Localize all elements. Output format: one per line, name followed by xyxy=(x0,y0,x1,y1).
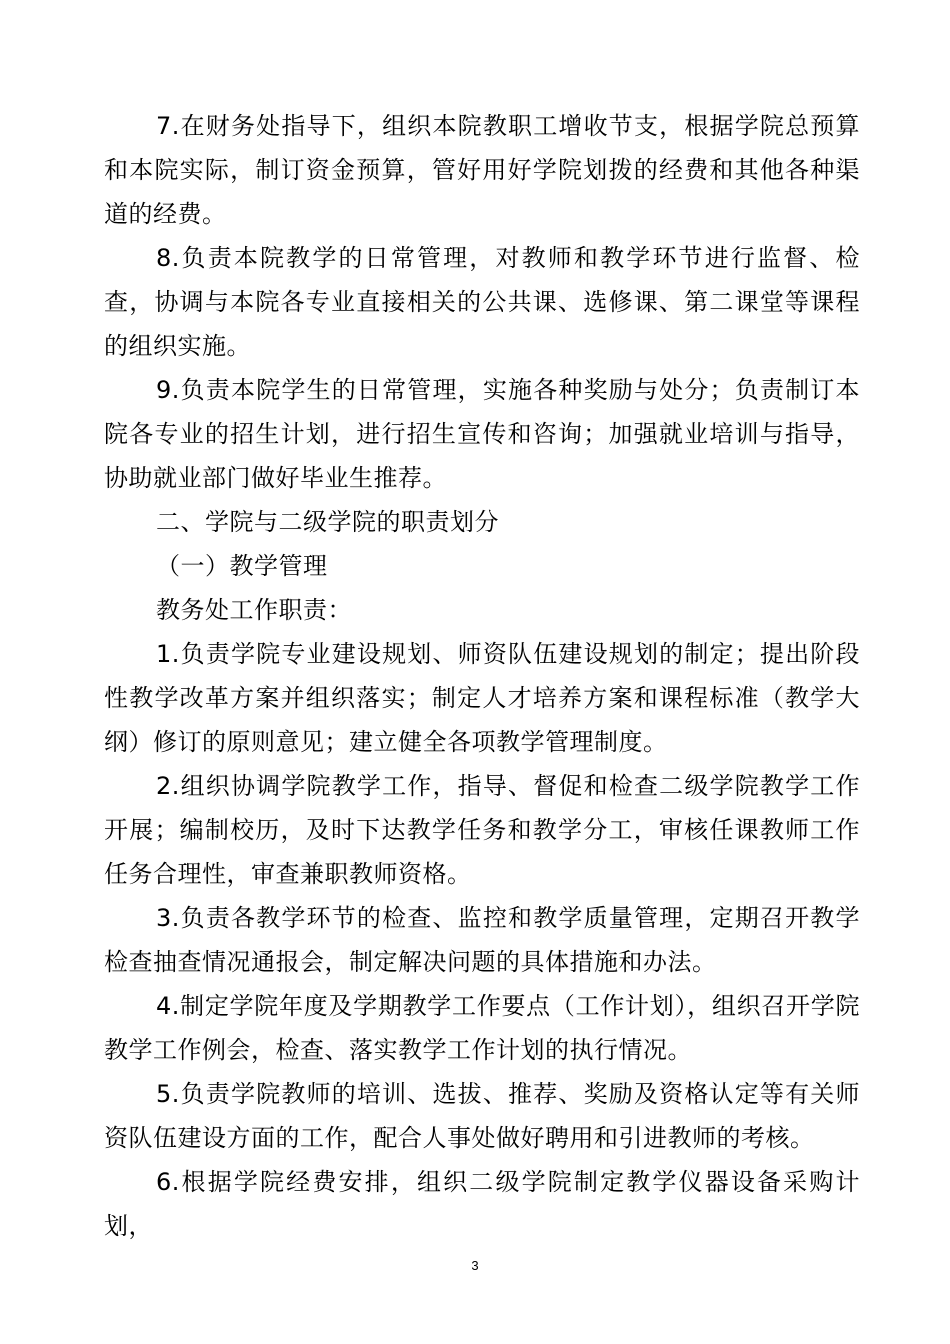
duty-item-5: 5.负责学院教师的培训、选拔、推荐、奖励及资格认定等有关师资队伍建设方面的工作，配合人事处做好聘用和引进教师的考核。 xyxy=(104,1080,860,1152)
duty-item-4: 4.制定学院年度及学期教学工作要点（工作计划），组织召开学院教学工作例会，检查、落实教学工作计划的执行情况。 xyxy=(104,992,860,1064)
duties-intro: 教务处工作职责： xyxy=(156,596,352,624)
duty-item-3: 3.负责各教学环节的检查、监控和教学质量管理，定期召开教学检查抽查情况通报会，制定解决问题的具体措施和办法。 xyxy=(104,904,860,976)
duty-item-2: 2.组织协调学院教学工作，指导、督促和检查二级学院教学工作开展；编制校历，及时下达教学任务和教学分工，审核任课教师工作任务合理性，审查兼职教师资格。 xyxy=(104,772,860,888)
document-body xyxy=(104,104,860,1248)
paragraph-item-8: 8.负责本院教学的日常管理，对教师和教学环节进行监督、检查，协调与本院各专业直接相关的公共课、选修课、第二课堂等课程的组织实施。 xyxy=(104,244,860,360)
paragraph-item-9: 9.负责本院学生的日常管理，实施各种奖励与处分；负责制订本院各专业的招生计划，进行招生宣传和咨询；加强就业培训与指导，协助就业部门做好毕业生推荐。 xyxy=(104,376,860,492)
subsection-heading: （一）教学管理 xyxy=(156,552,328,580)
page-number: 3 xyxy=(471,1258,479,1273)
duty-item-1: 1.负责学院专业建设规划、师资队伍建设规划的制定；提出阶段性教学改革方案并组织落实；制定人才培养方案和课程标准（教学大纲）修订的原则意见；建立健全各项教学管理制度。 xyxy=(104,640,860,756)
section-heading: 二、学院与二级学院的职责划分 xyxy=(156,508,499,536)
paragraph-item-7: 7.在财务处指导下，组织本院教职工增收节支，根据学院总预算和本院实际，制订资金预算，管好用好学院划拨的经费和其他各种渠道的经费。 xyxy=(104,112,860,228)
duty-item-6: 6.根据学院经费安排，组织二级学院制定教学仪器设备采购计划， xyxy=(104,1168,860,1240)
